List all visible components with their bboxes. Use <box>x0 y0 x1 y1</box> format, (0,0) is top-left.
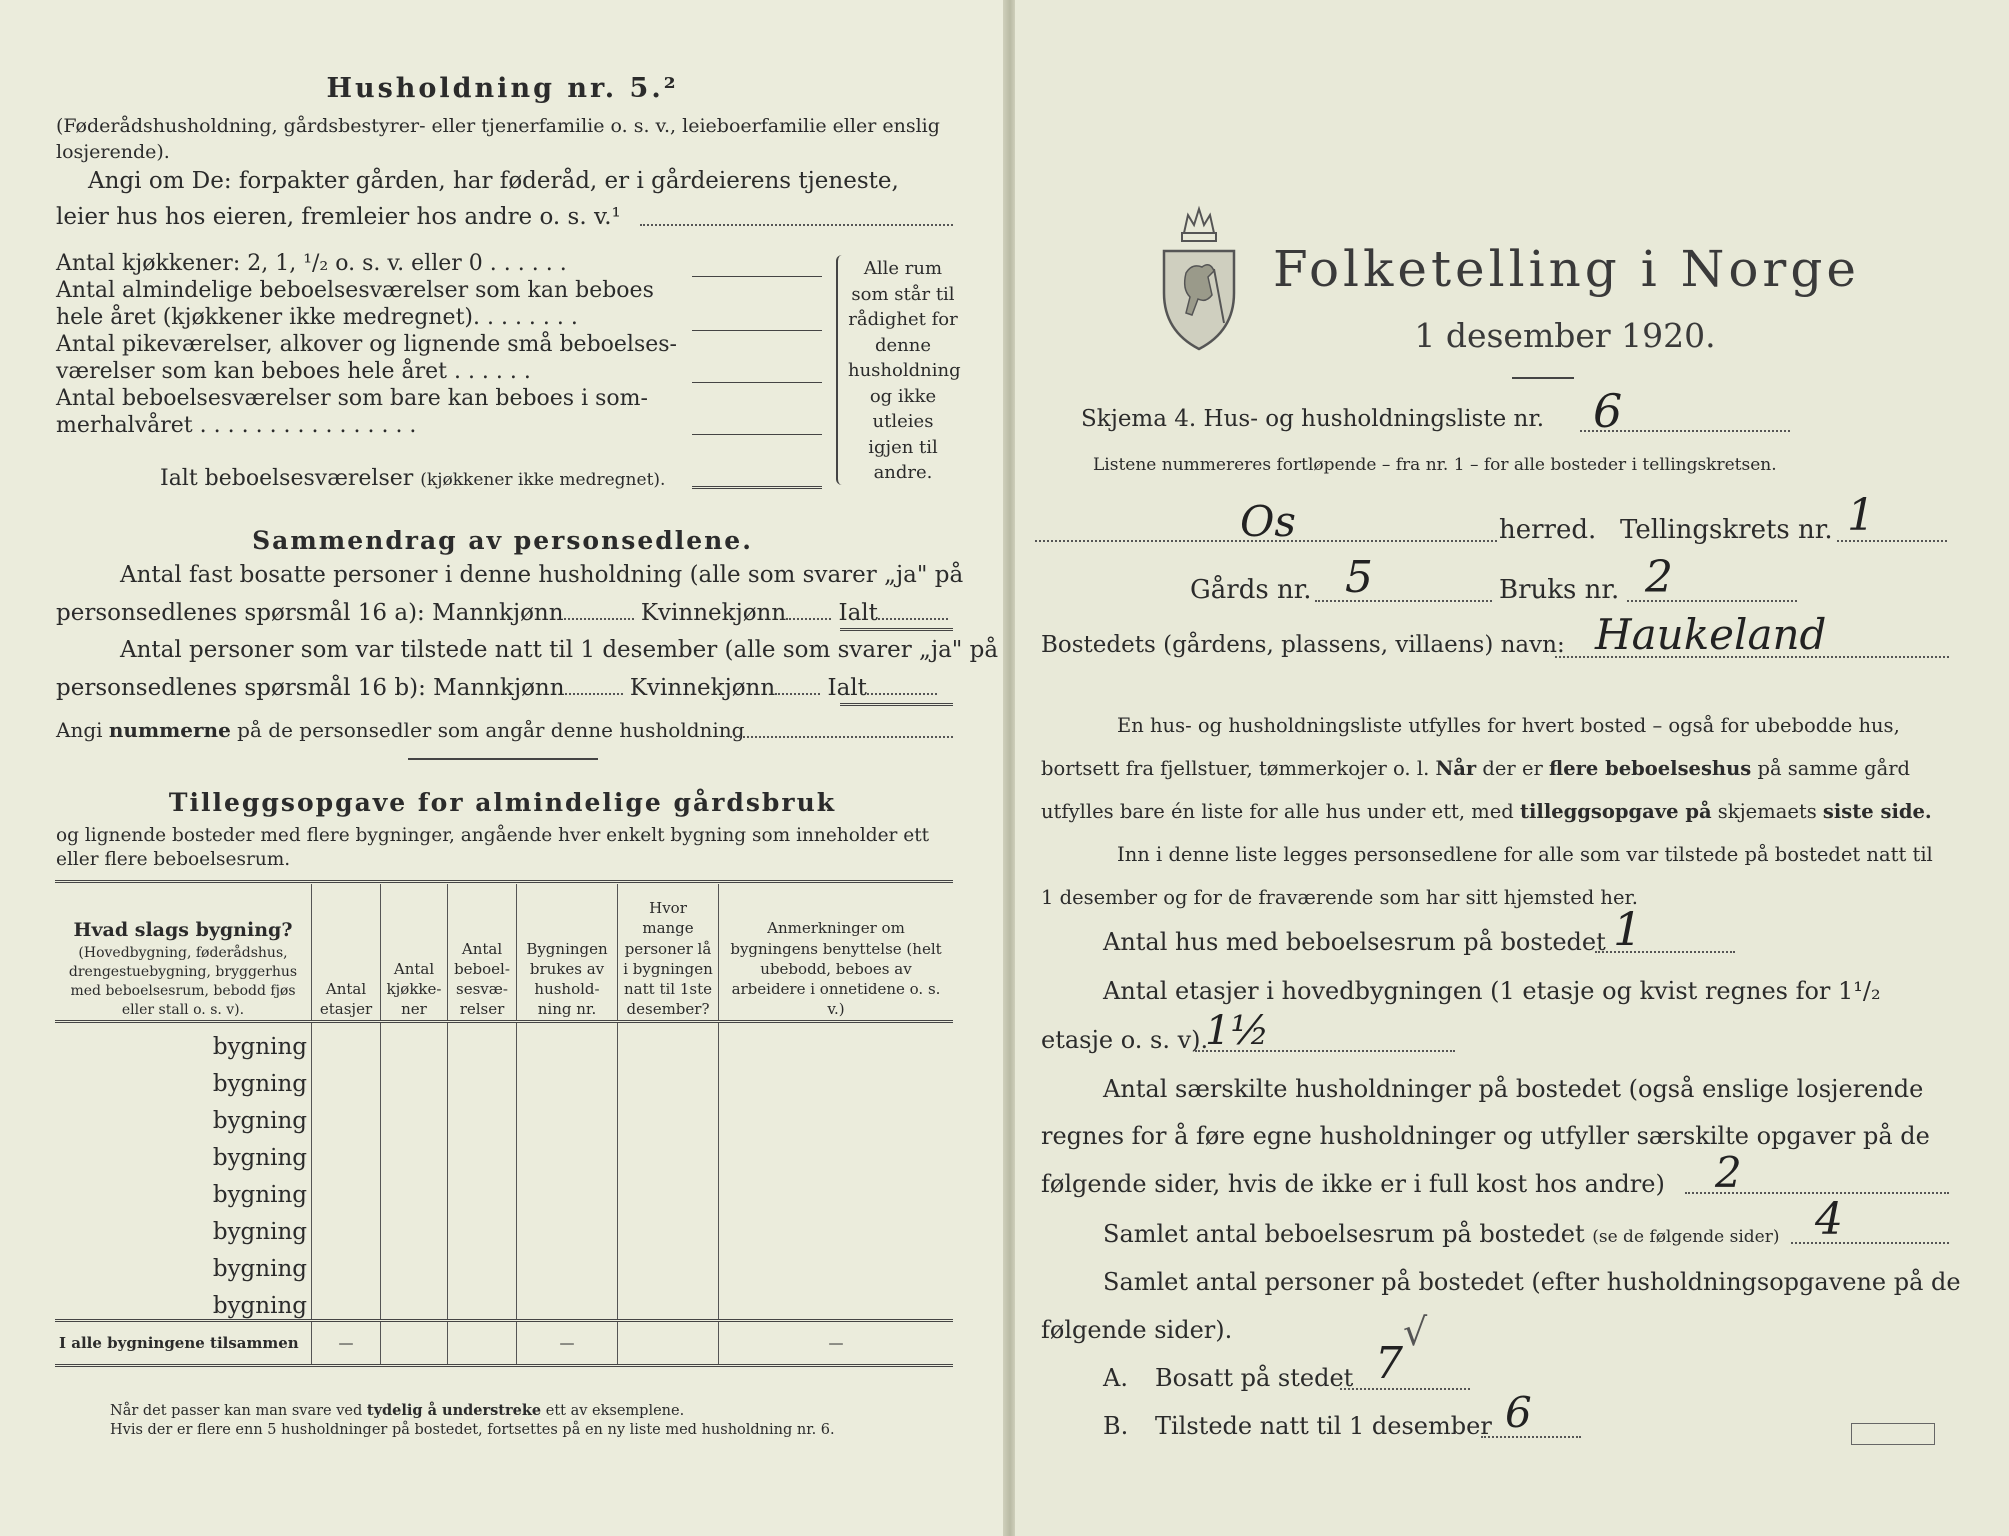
summary-a-line1: Antal fast bosatte personer i denne husholdning (alle som svarer „ja" på <box>120 562 964 588</box>
table-total-row <box>55 1320 953 1365</box>
tellingskrets-label: Tellingskrets nr. <box>1620 515 1833 545</box>
right-page <box>1015 0 2009 1536</box>
angi-nummerne-a: Angi <box>56 718 109 742</box>
kvinnekjonn-a-label: Kvinnekjønn <box>640 600 787 626</box>
tellingskrets-value: 1 <box>1847 490 1875 541</box>
summary-a-line2 <box>56 600 956 626</box>
bosted-label: Bostedets (gårdens, plassens, villaens) navn: <box>1041 632 1565 658</box>
etasjer-value: 1½ <box>1205 1008 1270 1054</box>
saerskilte-line1: Antal særskilte husholdninger på bostedet (også enslige losjerende <box>1103 1075 1924 1103</box>
brace <box>836 255 842 485</box>
tillegg-sub: og lignende bosteder med flere bygninger, angående hver enkelt bygning som inneholder ett eller flere beboelsesrum. <box>56 825 930 870</box>
row-label: bygning <box>212 1292 307 1319</box>
antal-hus-label: Antal hus med beboelsesrum på bostedet <box>1103 928 1606 956</box>
gards-field <box>1315 600 1492 602</box>
col-husholdning <box>517 884 618 1021</box>
footnote-1 <box>110 1402 684 1419</box>
total-husholdning: — <box>517 1320 618 1365</box>
col-building-title: Hvad slags bygning? <box>73 918 293 941</box>
intro-2d: flere beboelseshus <box>1549 757 1752 780</box>
mannkjonn-a-field <box>564 618 634 620</box>
samlet-rum-text: Samlet antal beboelsesrum på bostedet <box>1103 1220 1585 1248</box>
sommer-label-2: merhalvåret . . . . . . . . . . . . . . . . <box>56 413 417 438</box>
footnote-1b: tydelig å understreke <box>366 1402 542 1419</box>
col-beboelse-label: Antal beboel-sesvæ-relser <box>454 939 510 1019</box>
intro-2c: der er <box>1476 757 1550 780</box>
row-label: bygning <box>212 1107 307 1134</box>
row-label: bygning <box>212 1033 307 1060</box>
b-label: Tilstede natt til 1 desember <box>1155 1412 1492 1440</box>
table-top-rule <box>55 880 953 883</box>
row-label: bygning <box>212 1218 307 1245</box>
saerskilte-line3: følgende sider, hvis de ikke er i full kost hos andre) <box>1041 1170 1665 1198</box>
col-building-sub: (Hovedbygning, føderådshus, drengestuebygning, bryggerhus med beboelsesrum, bebodd fjøs eller stall o. s. v). <box>68 944 298 1018</box>
intro-3d: siste side. <box>1822 800 1932 823</box>
skjema-label: Skjema 4. Hus- og husholdningsliste nr. <box>1081 406 1545 432</box>
total-etasjer: — <box>312 1320 381 1365</box>
ialt-a-underline <box>840 628 953 631</box>
summary-b-line1: Antal personer som var tilstede natt til 1 desember (alle som svarer „ja" på <box>120 637 999 663</box>
angi-om-de-line2: leier hus hos eieren, fremleier hos andre o. s. v.¹ <box>56 204 621 230</box>
tillegg-title: Tilleggsopgave for almindelige gårdsbruk <box>168 788 837 817</box>
col-building-type <box>55 884 312 1021</box>
samlet-rum-value: 4 <box>1815 1194 1843 1245</box>
alm-label-1: Antal almindelige beboelsesværelser som kan beboes <box>56 278 654 303</box>
antal-hus-value: 1 <box>1613 902 1643 956</box>
angi-nummerne-c: på de personsedler som angår denne husholdning <box>230 718 745 742</box>
saerskilte-value: 2 <box>1715 1148 1742 1197</box>
ialt-rooms-text: Ialt beboelsesværelser <box>160 466 414 491</box>
row-label: bygning <box>212 1181 307 1208</box>
kvinnekjonn-b-field <box>775 693 820 695</box>
pike-label-2: værelser som kan beboes hele året . . . . . . <box>56 359 531 384</box>
angi-nummerne <box>56 718 744 742</box>
kjokkener-field <box>692 276 822 277</box>
etasjer-line1: Antal etasjer i hovedbygningen (1 etasje og kvist regnes for 1¹/₂ <box>1103 977 1881 1005</box>
table-row <box>55 1097 953 1134</box>
listene-note: Listene nummereres fortløpende – fra nr. 1 – for alle bosteder i tellingskretsen. <box>1093 455 1777 475</box>
table-row <box>55 1021 953 1060</box>
total-anmerkninger: — <box>719 1320 954 1365</box>
col-kjokkener-label: Antal kjøkke-ner <box>386 959 442 1019</box>
pike-field <box>692 382 822 383</box>
col-husholdning-label: Bygningen brukes av hushold-ning nr. <box>526 939 608 1019</box>
summary-title: Sammendrag av personsedlene. <box>252 526 753 555</box>
col-anmerkninger <box>719 884 954 1021</box>
col-beboelsesvaerelser <box>448 884 517 1021</box>
ialt-b-label: Ialt <box>827 675 867 701</box>
b-value: 6 <box>1505 1388 1532 1437</box>
rooms-block <box>56 250 677 439</box>
kvinnekjonn-b-label: Kvinnekjønn <box>629 675 776 701</box>
household-paren: (Føderådshusholdning, gårdsbestyrer- eller tjenerfamilie o. s. v., leieboerfamilie eller enslig losjerende). <box>56 115 940 163</box>
table-row <box>55 1060 953 1097</box>
bosted-value: Haukeland <box>1595 610 1827 659</box>
table-row <box>55 1282 953 1321</box>
herred-label: herred. <box>1499 515 1597 545</box>
ialt-rooms-field <box>692 486 822 489</box>
intro-2e: på samme gård <box>1751 757 1911 780</box>
table-row <box>55 1208 953 1245</box>
alm-label-2: hele året (kjøkkener ikke medregnet). . . . . . . . <box>56 305 578 330</box>
intro-line3 <box>1041 790 1961 833</box>
sommer-field <box>692 434 822 435</box>
table-row <box>55 1171 953 1208</box>
angi-nummerne-field <box>730 736 953 738</box>
footnote-2: Hvis der er flere enn 5 husholdninger på bostedet, fortsettes på en ny liste med husholdning nr. 6. <box>110 1422 835 1438</box>
section-divider <box>408 758 598 760</box>
intro-line5: 1 desember og for de fraværende som har sitt hjemsted her. <box>1041 886 1638 909</box>
main-title: Folketelling i Norge <box>1273 240 1860 298</box>
summary-b-line2 <box>56 675 956 701</box>
etasjer-line2: etasje o. s. v). <box>1041 1026 1209 1054</box>
samlet-rum-note: (se de følgende sider) <box>1592 1227 1780 1247</box>
kvinnekjonn-a-field <box>786 618 831 620</box>
col-etasjer-label: Antal etasjer <box>319 980 373 1019</box>
angi-nummerne-b: nummerne <box>108 718 231 742</box>
intro-line4: Inn i denne liste legges personsedlene for alle som var tilstede på bostedet natt til <box>1117 843 1933 866</box>
sommer-label-1: Antal beboelsesværelser som bare kan beboes i som- <box>56 386 648 411</box>
census-date: 1 desember 1920. <box>1414 316 1716 355</box>
a-value: 7 <box>1375 1338 1403 1389</box>
b-letter: B. <box>1103 1412 1129 1440</box>
table-row <box>55 1245 953 1282</box>
intro-3c: skjemaets <box>1711 800 1823 823</box>
herred-value: Os <box>1240 497 1296 546</box>
bruks-value: 2 <box>1645 552 1673 603</box>
ialt-b-underline <box>840 703 953 706</box>
buildings-table <box>55 884 953 1367</box>
col-anmerkninger-label: Anmerkninger om bygningens benyttelse (helt ubebodd, beboes av arbeidere i onnetidene o. s. v.) <box>730 919 942 1019</box>
mannkjonn-a-label: personsedlenes spørsmål 16 a): Mannkjønn <box>56 600 564 626</box>
intro-3b: tilleggsopgave på <box>1520 800 1712 823</box>
saerskilte-line2: regnes for å føre egne husholdninger og utfyller særskilte opgaver på de <box>1041 1122 1930 1150</box>
row-label: bygning <box>212 1255 307 1282</box>
row-label: bygning <box>212 1144 307 1171</box>
col-personer <box>618 884 719 1021</box>
intro-text <box>1041 704 1961 919</box>
footnote-1a: Når det passer kan man svare ved <box>110 1403 367 1419</box>
bruks-label: Bruks nr. <box>1499 575 1620 605</box>
angi-om-de-field <box>640 224 953 226</box>
household-title: Husholdning nr. 5.² <box>326 73 679 104</box>
ialt-a-label: Ialt <box>838 600 878 626</box>
printer-stamp <box>1851 1423 1935 1445</box>
footnote-1c: ett av eksemplene. <box>541 1403 685 1419</box>
table-header <box>55 884 953 1021</box>
coat-of-arms-icon <box>1158 203 1240 353</box>
col-kjokkener <box>381 884 448 1021</box>
col-etasjer <box>312 884 381 1021</box>
ialt-b-field <box>867 693 937 695</box>
ialt-rooms-label <box>160 466 665 491</box>
side-note: Alle rum som står til rådighet for denne husholdning og ikke utleies igjen til andre. <box>848 258 961 483</box>
ialt-rooms-note: (kjøkkener ikke medregnet). <box>420 470 666 490</box>
total-label: I alle bygningene tilsammen <box>59 1333 299 1352</box>
a-check: √ <box>1403 1310 1428 1354</box>
angi-om-de-line1: Angi om De: forpakter gården, har føderåd, er i gårdeierens tjeneste, <box>88 168 899 194</box>
intro-3a: utfylles bare én liste for alle hus under ett, med <box>1041 800 1520 823</box>
intro-2a: bortsett fra fjellstuer, tømmerkojer o. l. <box>1041 757 1436 780</box>
a-field <box>1340 1388 1470 1390</box>
intro-2b: Når <box>1435 757 1477 780</box>
a-letter: A. <box>1103 1364 1128 1392</box>
mannkjonn-b-field <box>565 693 623 695</box>
samlet-rum-label <box>1103 1220 1779 1248</box>
gards-value: 5 <box>1345 552 1373 603</box>
col-personer-label: Hvor mange personer lå i bygningen natt til 1ste desember? <box>623 899 713 1019</box>
alm-field <box>692 330 822 331</box>
title-rule <box>1512 377 1574 379</box>
intro-line1: En hus- og husholdningsliste utfylles for hvert bosted – også for ubebodde hus, <box>1117 714 1900 737</box>
pike-label-1: Antal pikeværelser, alkover og lignende små beboelses- <box>56 332 677 357</box>
kjokkener-label: Antal kjøkkener: 2, 1, ¹/₂ o. s. v. eller 0 . . . . . . <box>56 251 567 276</box>
table-row <box>55 1134 953 1171</box>
samlet-pers-line1: Samlet antal personer på bostedet (efter husholdningsopgavene på de <box>1103 1268 1961 1296</box>
mannkjonn-b-label: personsedlenes spørsmål 16 b): Mannkjønn <box>56 675 565 701</box>
samlet-pers-line2: følgende sider). <box>1041 1316 1233 1344</box>
skjema-nr-value: 6 <box>1593 384 1623 438</box>
intro-line2 <box>1041 747 1961 790</box>
a-label: Bosatt på stedet <box>1155 1364 1354 1392</box>
gards-label: Gårds nr. <box>1190 575 1312 605</box>
row-label: bygning <box>212 1070 307 1097</box>
ialt-a-field <box>878 618 948 620</box>
